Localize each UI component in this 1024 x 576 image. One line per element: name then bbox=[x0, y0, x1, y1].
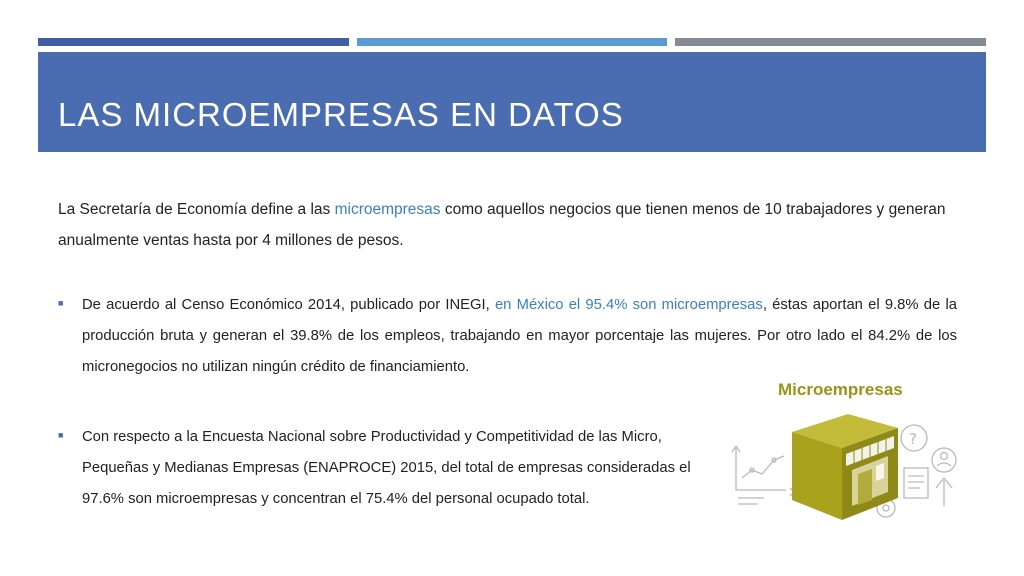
bullet-item-1 bbox=[82, 290, 957, 383]
svg-text:?: ? bbox=[909, 430, 917, 448]
bullet-marker-1: ■ bbox=[58, 298, 64, 308]
slide-title: LAS MICROEMPRESAS EN DATOS bbox=[58, 96, 624, 133]
trend-line-icon bbox=[742, 456, 784, 478]
bullet-2-line-3: 97.6% son microempresas y concentran el 75.4% del personal ocupado total. bbox=[82, 491, 590, 507]
bullet-2-line-2: Pequeñas y Medianas Empresas (ENAPROCE) 2015, del total de empresas consideradas el bbox=[82, 460, 691, 476]
bullet-1-text-before: De acuerdo al Censo Económico 2014, publicado por INEGI, bbox=[82, 297, 495, 313]
chart-axes-icon bbox=[736, 448, 786, 490]
intro-text-after: como aquellos negocios que tienen menos de 10 trabajadores y generan anualmente ventas hasta por 4 millones de pesos. bbox=[58, 201, 946, 249]
store-box-illustration bbox=[728, 408, 968, 528]
illustration-title: Microempresas bbox=[778, 380, 903, 399]
document-icon bbox=[904, 468, 928, 498]
intro-highlight: microempresas bbox=[334, 201, 441, 218]
accent-bar-dark-blue bbox=[38, 38, 349, 46]
intro-paragraph bbox=[58, 194, 958, 256]
intro-text-before: La Secretaría de Economía define a las bbox=[58, 201, 335, 218]
bullet-2-line-1: Con respecto a la Encuesta Nacional sobre Productividad y Competitividad de las Micro, bbox=[82, 429, 662, 445]
box-store-icon bbox=[792, 414, 898, 520]
bullet-1-text-after: , éstas aportan el 9.8% de la producción bruta y generan el 39.8% de los empleos, trabajando en mayor porcentaje las mujeres. Por otro lado el 84.2% de los micronegocios no utilizan ningún crédito de financiamiento. bbox=[82, 297, 957, 375]
bullet-item-2 bbox=[82, 422, 722, 515]
bullet-marker-2: ■ bbox=[58, 430, 64, 440]
accent-bar-gray bbox=[675, 38, 986, 46]
up-arrow-icon bbox=[936, 478, 952, 506]
bullet-1-highlight: en México el 95.4% son microempresas bbox=[494, 297, 763, 313]
accent-bar-light-blue bbox=[357, 38, 667, 46]
